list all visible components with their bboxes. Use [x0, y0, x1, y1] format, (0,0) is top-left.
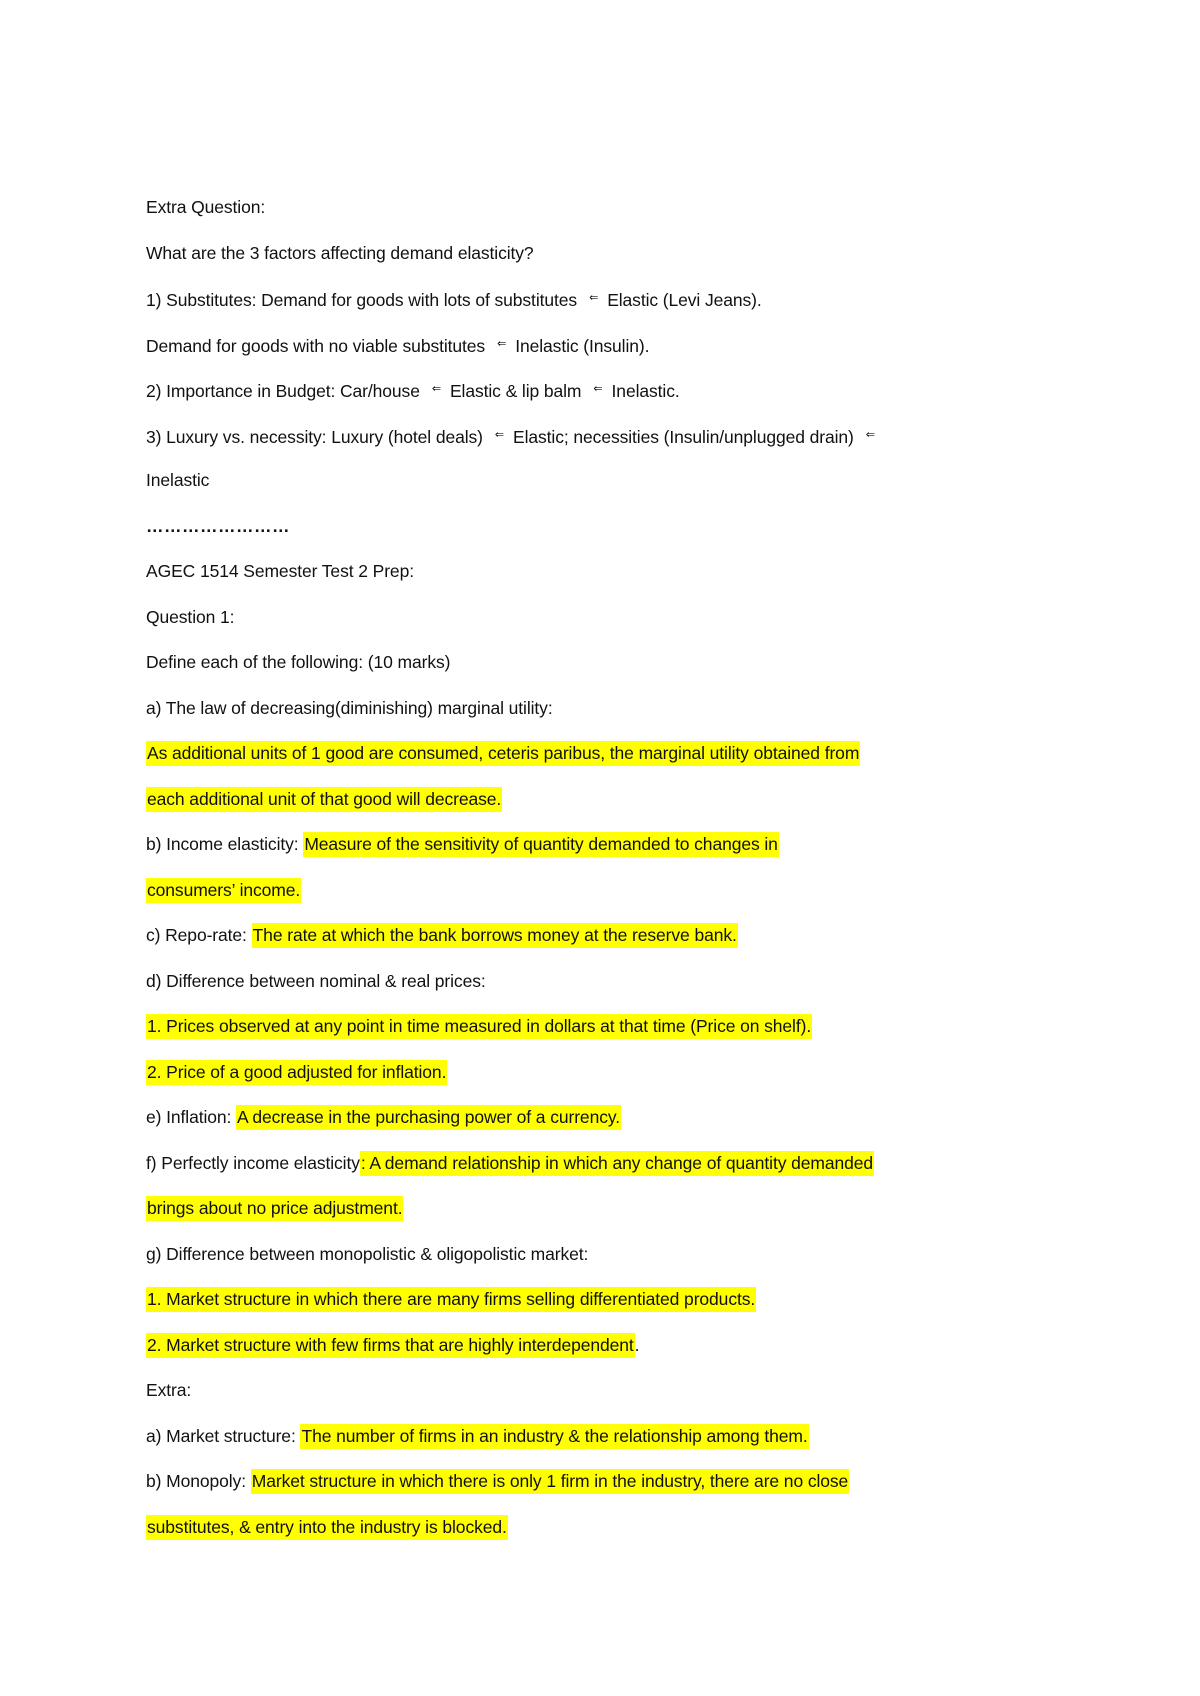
extra-item-b-continued: [146, 1513, 1046, 1559]
factor-luxury-continued: [146, 466, 1046, 512]
item-g-label: [146, 1240, 1046, 1286]
separator-dots: [146, 512, 1046, 558]
text-line: Inelastic: [146, 470, 210, 490]
text-line: d) Difference between nominal & real prices:: [146, 970, 486, 991]
item-d-answer-2: [146, 1058, 1046, 1104]
text-line: AGEC 1514 Semester Test 2 Prep:: [146, 561, 414, 581]
highlighted-answer: 1. Market structure in which there are many firms selling differentiated products.: [146, 1287, 756, 1312]
factor-budget: [146, 375, 1046, 421]
item-label: a) Market structure:: [146, 1425, 301, 1446]
arrow-icon: ⇐: [497, 337, 507, 350]
question-text: [146, 239, 1046, 285]
text-segment: Inelastic (Insulin).: [515, 335, 650, 356]
document-body: [146, 193, 1046, 1558]
item-g-answer-1: [146, 1285, 1046, 1331]
dotted-separator: ……………………: [146, 515, 290, 536]
arrow-icon: ⇐: [593, 383, 603, 395]
text-line: a) The law of decreasing(diminishing) marginal utility:: [146, 697, 553, 718]
text-line: g) Difference between monopolistic & oligopolistic market:: [146, 1243, 589, 1264]
item-d-label: [146, 967, 1046, 1013]
text-line: Question 1:: [146, 606, 235, 627]
highlighted-answer: : A demand relationship in which any change of quantity demanded: [360, 1151, 874, 1176]
test-prep-heading: [146, 557, 1046, 603]
text-line: Extra:: [146, 1380, 192, 1400]
item-e: [146, 1103, 1046, 1149]
item-c: [146, 921, 1046, 967]
extra-item-b: [146, 1467, 1046, 1513]
extra-heading: [146, 1376, 1046, 1422]
item-a-answer-line-1: [146, 739, 1046, 785]
item-label: e) Inflation:: [146, 1107, 237, 1127]
highlighted-answer: Measure of the sensitivity of quantity demanded to changes in: [303, 832, 779, 857]
text-line: Define each of the following: (10 marks): [146, 652, 451, 672]
text-segment: .: [634, 1334, 640, 1355]
text-segment: Demand for goods with no viable substitutes: [146, 335, 486, 356]
arrow-icon: ⇐: [589, 292, 599, 304]
arrow-icon: ⇐: [494, 428, 505, 441]
arrow-icon: ⇐: [865, 428, 875, 441]
item-f: [146, 1149, 1046, 1195]
highlighted-answer: Market structure in which there is only 1 firm in the industry, there are no close: [251, 1469, 849, 1494]
text-segment: 3) Luxury vs. necessity: Luxury (hotel deals): [146, 426, 483, 447]
question-1-heading: [146, 603, 1046, 649]
text-line: What are the 3 factors affecting demand elasticity?: [146, 242, 534, 263]
highlighted-answer: The number of firms in an industry & the relationship among them.: [300, 1424, 808, 1449]
item-g-answer-2: [146, 1331, 1046, 1377]
item-d-answer-1: [146, 1012, 1046, 1058]
item-a-label: [146, 694, 1046, 740]
highlighted-answer: As additional units of 1 good are consumed, ceteris paribus, the marginal utility obtained from: [146, 741, 860, 766]
item-label: f) Perfectly income elasticity: [146, 1152, 360, 1173]
highlighted-answer: 1. Prices observed at any point in time measured in dollars at that time (Price on shelf).: [146, 1014, 812, 1039]
text-segment: Elastic; necessities (Insulin/unplugged drain): [513, 426, 854, 447]
highlighted-answer: consumers’ income.: [146, 878, 301, 903]
item-a-answer-line-2: [146, 785, 1046, 831]
factor-luxury: [146, 421, 1046, 467]
text-line: Extra Question:: [146, 197, 266, 217]
highlighted-answer: A decrease in the purchasing power of a currency.: [236, 1105, 621, 1130]
text-segment: Elastic & lip balm: [449, 381, 582, 401]
question-1-instruction: [146, 648, 1046, 694]
factor-substitutes: [146, 284, 1046, 330]
text-segment: Elastic (Levi Jeans).: [607, 290, 762, 310]
text-segment: 1) Substitutes: Demand for goods with lots of substitutes: [146, 290, 578, 310]
highlighted-answer: 2. Market structure with few firms that are highly interdependent: [146, 1333, 635, 1358]
text-segment: Inelastic.: [611, 381, 680, 401]
highlighted-answer: each additional unit of that good will decrease.: [146, 787, 502, 812]
arrow-icon: ⇐: [431, 383, 441, 395]
item-b: [146, 830, 1046, 876]
text-segment: 2) Importance in Budget: Car/house: [146, 381, 420, 401]
extra-question-heading: [146, 193, 1046, 239]
item-label: b) Income elasticity:: [146, 834, 304, 854]
highlighted-answer: The rate at which the bank borrows money at the reserve bank.: [252, 923, 738, 948]
item-b-continued: [146, 876, 1046, 922]
factor-substitutes-inelastic: [146, 330, 1046, 376]
highlighted-answer: brings about no price adjustment.: [146, 1196, 403, 1221]
highlighted-answer: substitutes, & entry into the industry is blocked.: [146, 1515, 508, 1540]
highlighted-answer: 2. Price of a good adjusted for inflation.: [146, 1060, 447, 1085]
item-f-continued: [146, 1194, 1046, 1240]
item-label: c) Repo-rate:: [146, 925, 252, 945]
extra-item-a: [146, 1422, 1046, 1468]
item-label: b) Monopoly:: [146, 1471, 251, 1491]
